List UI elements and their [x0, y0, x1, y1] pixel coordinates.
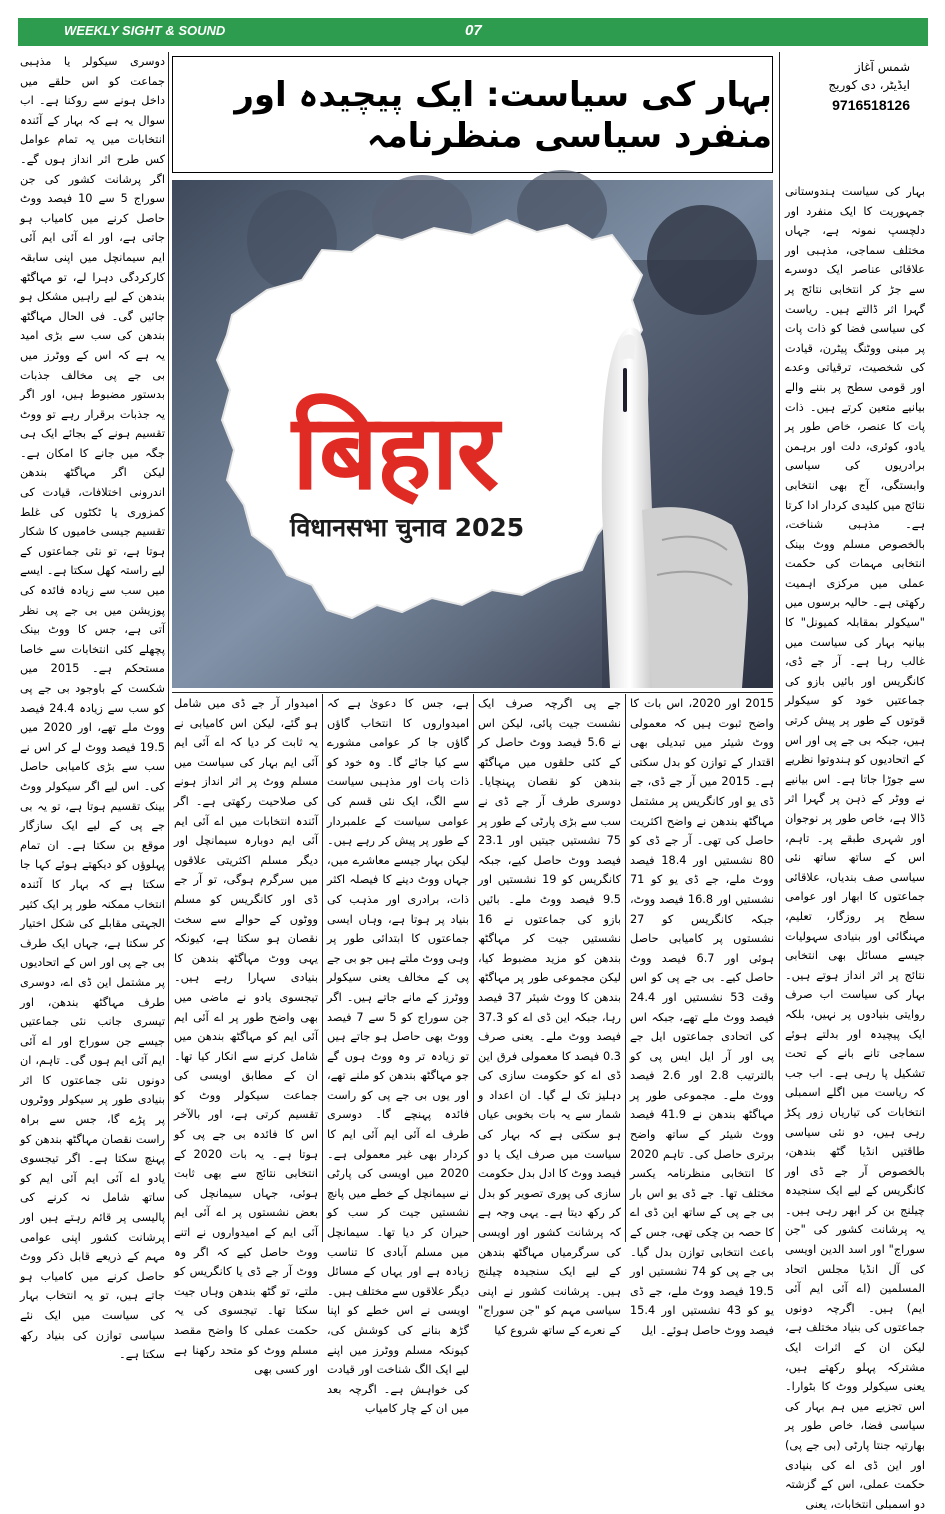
article-text: ہے، جس کا دعویٰ ہے کہ امیدواروں کا انتخاب گاؤں گاؤں جا کر عوامی مشورے سے کیا جائے گا۔ وہ خود کو ذات پات اور مذہبی سیاست سے الگ، ایک نئی قسم کی عوامی سیاست کے علمبردار کے طور پر پیش کر رہے ہیں۔ لیکن بہار جیسے معاشرے میں، جہاں ووٹ دینے کا فیصلہ اکثر ذات، برادری اور مذہب کی بنیاد پر ہوتا ہے، وہاں ایسی جماعتوں کا ابتدائی طور پر وہی ووٹ ملتے ہیں جو بی جے پی کے مخالف یعنی سیکولر ووٹرز کے مانے جاتے ہیں۔ اگر جن سوراج کو 5 سے 7 فیصد ووٹ بھی حاصل ہو جاتے ہیں تو زیادہ تر وہ ووٹ ہوں گے جو مہاگٹھ بندھن کو ملنے تھے، اور یوں بی جے پی کو راست فائدہ پہنچے گا۔ دوسری طرف اے آئی ایم آئی ایم کا کردار بھی غیر معمولی ہے۔ 2020 میں اویسی کی پارٹی نے سیمانچل کے خطے میں پانچ نشستیں جیت کر سب کو حیران کر دیا تھا۔ سیمانچل میں مسلم آبادی کا تناسب زیادہ ہے اور یہاں کے مسائل دیگر علاقوں سے مختلف ہیں۔ اویسی نے اس خطے کو اپنا گڑھ بنانے کی کوشش کی، کیونکہ مسلم ووٹرز میں اپنے لیے ایک الگ شناخت اور قیادت کی خواہش ہے۔ اگرچہ بعد میں ان کے چار کامیاب	[326, 697, 469, 1416]
article-column-mid-4	[174, 694, 319, 1377]
article-headline: بہار کی سیاست: ایک پیچیدہ اور منفرد سیاسی منظرنامہ	[234, 74, 772, 156]
article-column-left	[20, 52, 165, 1362]
article-photo	[172, 180, 773, 688]
author-designation: ایڈیٹر، دی کوریج	[828, 78, 910, 92]
column-divider	[168, 52, 169, 1242]
column-divider	[625, 694, 626, 1242]
column-divider	[779, 52, 780, 1242]
election-subtitle: विधानसभा चुनाव 2025	[290, 513, 525, 542]
article-column-right	[785, 182, 925, 1511]
bihar-title: बिहार	[292, 391, 498, 513]
article-text: 2015 اور 2020، اس بات کا واضح ثبوت ہیں کہ معمولی ووٹ شیئر میں تبدیلی بھی اقتدار کے توازن کو بدل سکتی ہے۔ 2015 میں آر جے ڈی، جے ڈی یو اور کانگریس پر مشتمل مہاگٹھ بندھن نے واضح اکثریت حاصل کی تھی۔ آر جے ڈی کو 80 نشستیں اور 18.4 فیصد ووٹ ملے، جے ڈی یو کو 71 نشستیں اور 16.8 فیصد ووٹ، جبکہ کانگریس کو 27 نشستوں پر کامیابی حاصل ہوئی اور 6.7 فیصد ووٹ حاصل کیے۔ بی جے پی کو اس وقت 53 نشستیں اور 24.4 فیصد ووٹ ملے تھے، جبکہ اس کی اتحادی جماعتوں ایل جے پی اور آر ایل ایس پی کو بالترتیب 2.8 اور 2.6 فیصد ووٹ ملے۔ مجموعی طور پر مہاگٹھ بندھن نے 41.9 فیصد ووٹ شیئر کے ساتھ واضح برتری حاصل کی۔ تاہم 2020 کا انتخابی منظرنامہ یکسر مختلف تھا۔ جے ڈی یو اس بار بی جے پی کے ساتھ این ڈی اے کا حصہ بن چکی تھی، جس کے باعث انتخابی توازن بدل گیا۔ بی جے پی کو 74 نشستیں اور 19.5 فیصد ووٹ ملے، جے ڈی یو کو 43 نشستیں اور 15.4 فیصد ووٹ حاصل ہوئے۔ ایل	[630, 697, 775, 1337]
headline-box	[172, 56, 773, 173]
article-text: امیدوار آر جے ڈی میں شامل ہو گئے، لیکن اس کامیابی نے یہ ثابت کر دیا کہ اے آئی ایم آئی ایم بہار کی سیاست میں مسلم ووٹ پر اثر انداز ہونے کی صلاحیت رکھتی ہے۔ اگر آئندہ انتخابات میں اے آئی ایم آئی ایم دوبارہ سیمانچل اور دیگر مسلم اکثریتی علاقوں میں سرگرم ہوگی، تو آر جے ڈی اور کانگریس کو مسلم ووٹوں کے حوالے سے سخت نقصان ہو سکتا ہے، کیونکہ یہی ووٹ مہاگٹھ بندھن کا بنیادی سہارا رہے ہیں۔ تیجسوی یادو نے ماضی میں بھی واضح طور پر اے آئی ایم آئی ایم کو مہاگٹھ بندھن میں شامل کرنے سے انکار کیا تھا۔ ان کے مطابق اویسی کی جماعت سیکولر ووٹ کو تقسیم کرتی ہے، اور بالآخر اس کا فائدہ بی جے پی کو ہوتا ہے۔ یہ بات 2020 کے انتخابی نتائج سے بھی ثابت ہوئی، جہاں سیمانچل کی بعض نشستوں پر اے آئی ایم آئی ایم کے امیدواروں نے اتنے ووٹ حاصل کیے کہ اگر وہ ووٹ آر جے ڈی یا کانگریس کو ملتے، تو گٹھ بندھن وہاں جیت سکتا تھا۔ تیجسوی کی یہ حکمت عملی کا واضح مقصد مسلم ووٹ کو متحد رکھنا ہے اور کسی بھی	[174, 697, 319, 1377]
page-header-bar	[18, 18, 928, 46]
publication-name: WEEKLY SIGHT & SOUND	[64, 23, 226, 38]
author-phone: 9716518126	[832, 97, 910, 113]
column-divider	[473, 694, 474, 1242]
article-column-mid-2	[478, 694, 621, 1337]
byline	[790, 58, 910, 114]
section-divider	[172, 692, 773, 693]
column-divider	[322, 694, 323, 1242]
article-text: جے پی اگرچہ صرف ایک نشست جیت پائی، لیکن اس نے 5.6 فیصد ووٹ حاصل کر کے کئی حلقوں میں مہاگٹھ بندھن کو نقصان پہنچایا۔ دوسری طرف آر جے ڈی نے سب سے بڑی پارٹی کے طور پر 75 نشستیں جیتیں اور 23.1 فیصد ووٹ حاصل کیے، جبکہ کانگریس کو 19 نشستیں اور 9.5 فیصد ووٹ ملے۔ بائیں بازو کی جماعتوں نے 16 نشستیں جیت کر مہاگٹھ بندھن کو مزید مضبوط کیا، لیکن مجموعی طور پر مہاگٹھ بندھن کا ووٹ شیئر 37 فیصد رہا، جبکہ این ڈی اے کو 37.3 فیصد ووٹ ملے۔ یعنی صرف 0.3 فیصد کا معمولی فرق این ڈی اے کو حکومت سازی کی دہلیز تک لے گیا۔ ان اعداد و شمار سے یہ بات بخوبی عیاں ہو سکتی ہے کہ بہار کی سیاست میں صرف ایک یا دو فیصد ووٹ کا ادل بدل حکومت سازی کی پوری تصویر کو بدل کر رکھ دیتا ہے۔ یہی وجہ ہے کہ پرشانت کشور اور اویسی کی سرگرمیاں مہاگٹھ بندھن کے لیے ایک سنجیدہ چیلنج ہیں۔ پرشانت کشور نے اپنی سیاسی مہم کو "جن سوراج" کے نعرے کے ساتھ شروع کیا	[478, 697, 621, 1337]
article-column-mid-3	[326, 694, 469, 1416]
author-name: شمس آغاز	[854, 60, 910, 74]
article-column-mid-1	[630, 694, 775, 1337]
article-text: بہار کی سیاست ہندوستانی جمہوریت کا ایک منفرد اور دلچسپ نمونہ ہے، جہاں مختلف سماجی، مذہبی اور علاقائی عناصر ایک دوسرے سے جڑ کر انتخابی نتائج پر گہرا اثر ڈالتے ہیں۔ ریاست کی سیاسی فضا کو ذات پات پر مبنی ووٹنگ پیٹرن، قیادت کی شخصیت، ترقیاتی وعدے اور قومی سطح پر بننے والے بیانیے متعین کرتے ہیں۔ ذات پات کا عنصر، خاص طور پر یادو، کوئری، دلت اور برہمن برادریوں کی سیاسی وابستگی، آج بھی انتخابی نتائج میں کلیدی کردار ادا کرتا ہے۔ مذہبی شناخت، بالخصوص مسلم ووٹ بینک انتخابی مہمات کی حکمت عملی میں مرکزی اہمیت رکھتی ہے۔ حالیہ برسوں میں "سیکولر بمقابلہ کمیونل" کا بیانیہ بہار کی سیاست میں غالب رہا ہے۔ آر جے ڈی، کانگریس اور بائیں بازو کی جماعتیں خود کو سیکولر قوتوں کے طور پر پیش کرتی ہیں، جبکہ بی جے پی اور اس کے اتحادیوں کو ہندوتوا نظریے سے جوڑا جاتا ہے۔ اس بیانیے نے ووٹر کے ذہن پر گہرا اثر ڈالا ہے، خاص طور پر نوجوان اور شہری طبقے پر۔ تاہم، اس کے ساتھ ساتھ نئی سیاسی صف بندیاں، علاقائی جماعتوں کا ابھار اور عوامی سطح پر روزگار، تعلیم، مہنگائی اور بنیادی سہولیات جیسے مسائل بھی انتخابی نتائج پر اثر انداز ہوتے ہیں۔ بہار کی سیاست اب صرف روایتی بنیادوں پر نہیں، بلکہ ایک پیچیدہ اور بدلتے ہوئے سماجی تانے بانے کے تحت تشکیل پا رہی ہے۔ اب جب کہ ریاست میں اگلے اسمبلی انتخابات کی تیاریاں زور پکڑ رہی ہیں، دو نئی سیاسی طاقتیں انڈیا گٹھ بندھن، بالخصوص آر جے ڈی اور کانگریس کے لیے ایک سنجیدہ چیلنج بن کر ابھر رہی ہیں۔ یہ پرشانت کشور کی "جن سوراج" اور اسد الدین اویسی کی آل انڈیا مجلس اتحاد المسلمین (اے آئی ایم آئی ایم) ہیں۔ اگرچہ دونوں جماعتوں کی بنیاد مختلف ہے، لیکن ان کے اثرات ایک مشترکہ پہلو رکھتے ہیں، یعنی سیکولر ووٹ کا بٹوارا۔ اس تجزیے میں ہم بہار کی سیاسی فضا، خاص طور پر بھارتیہ جنتا پارٹی (بی جے پی) اور این ڈی اے کی بنیادی حکمت عملی، اس کے گزشتہ دو اسمبلی انتخابات، یعنی	[785, 185, 925, 1511]
article-text: دوسری سیکولر یا مذہبی جماعت کو اس حلقے میں داخل ہونے سے روکنا ہے۔ اب سوال یہ ہے کہ بہار کے آئندہ انتخابات میں یہ تمام عوامل کس طرح اثر انداز ہوں گے۔ اگر پرشانت کشور کی جن سوراج 5 سے 10 فیصد ووٹ حاصل کرنے میں کامیاب ہو جاتی ہے، اور اے آئی ایم آئی ایم سیمانچل میں اپنی سابقہ کارکردگی دہرا لے، تو مہاگٹھ بندھن کے لیے راہیں مشکل ہو جائیں گی۔ فی الحال مہاگٹھ بندھن کی سب سے بڑی امید یہ ہے کہ اس کے ووٹرز میں بی جے پی مخالف جذبات بدستور مضبوط ہیں، اور اگر یہ جذبات برقرار رہے تو ووٹ تقسیم ہونے کے بجائے ایک ہی جگہ میں جانے کا امکان ہے۔ لیکن اگر مہاگٹھ بندھن اندرونی اختلافات، قیادت کی کمزوری یا ٹکٹوں کی غلط تقسیم جیسی خامیوں کا شکار ہوتا ہے، تو نئی جماعتوں کے لیے راستہ کھل سکتا ہے۔ ایسے میں سب سے زیادہ فائدہ کی پوزیشن میں بی جے پی نظر آتی ہے، جس کا ووٹ بینک پچھلے کئی انتخابات سے خاصا مستحکم ہے۔ 2015 میں شکست کے باوجود بی جے پی کو سب سے زیادہ 24.4 فیصد ووٹ ملے تھے، اور 2020 میں 19.5 فیصد ووٹ لے کر اس نے سب سے بڑی کامیابی حاصل کی۔ اس لیے اگر سیکولر ووٹ بینک تقسیم ہوتا ہے، تو یہ بی جے پی کے لیے ایک سازگار موقع بن سکتا ہے۔ ان تمام پہلوؤں کو دیکھتے ہوئے کہا جا سکتا ہے کہ بہار کا آئندہ انتخاب ممکنہ طور پر ایک کثیر الجہتی مقابلے کی شکل اختیار کر سکتا ہے، جہاں ایک طرف بی جے پی اور اس کے اتحادیوں پر مشتمل این ڈی اے، دوسری طرف مہاگٹھ بندھن، اور تیسری جانب نئی جماعتیں جیسے جن سوراج اور اے آئی ایم آئی ایم ہوں گی۔ تاہم، ان دونوں نئی جماعتوں کا اثر بنیادی طور پر سیکولر ووٹروں پر پڑے گا، جس سے براہ راست نقصان مہاگٹھ بندھن کو پہنچ سکتا ہے۔ اگر تیجسوی یادو اے آئی ایم آئی ایم کو ساتھ شامل نہ کرنے کی پالیسی پر قائم رہتے ہیں اور پرشانت کشور اپنی عوامی مہم کے ذریعے قابل ذکر ووٹ حاصل کرنے میں کامیاب ہو جاتے ہیں، تو یہ انتخاب بہار کی سیاست میں ایک نئے سیاسی توازن کی بنیاد رکھ سکتا ہے۔	[20, 55, 165, 1362]
page-number: 07	[465, 22, 482, 39]
